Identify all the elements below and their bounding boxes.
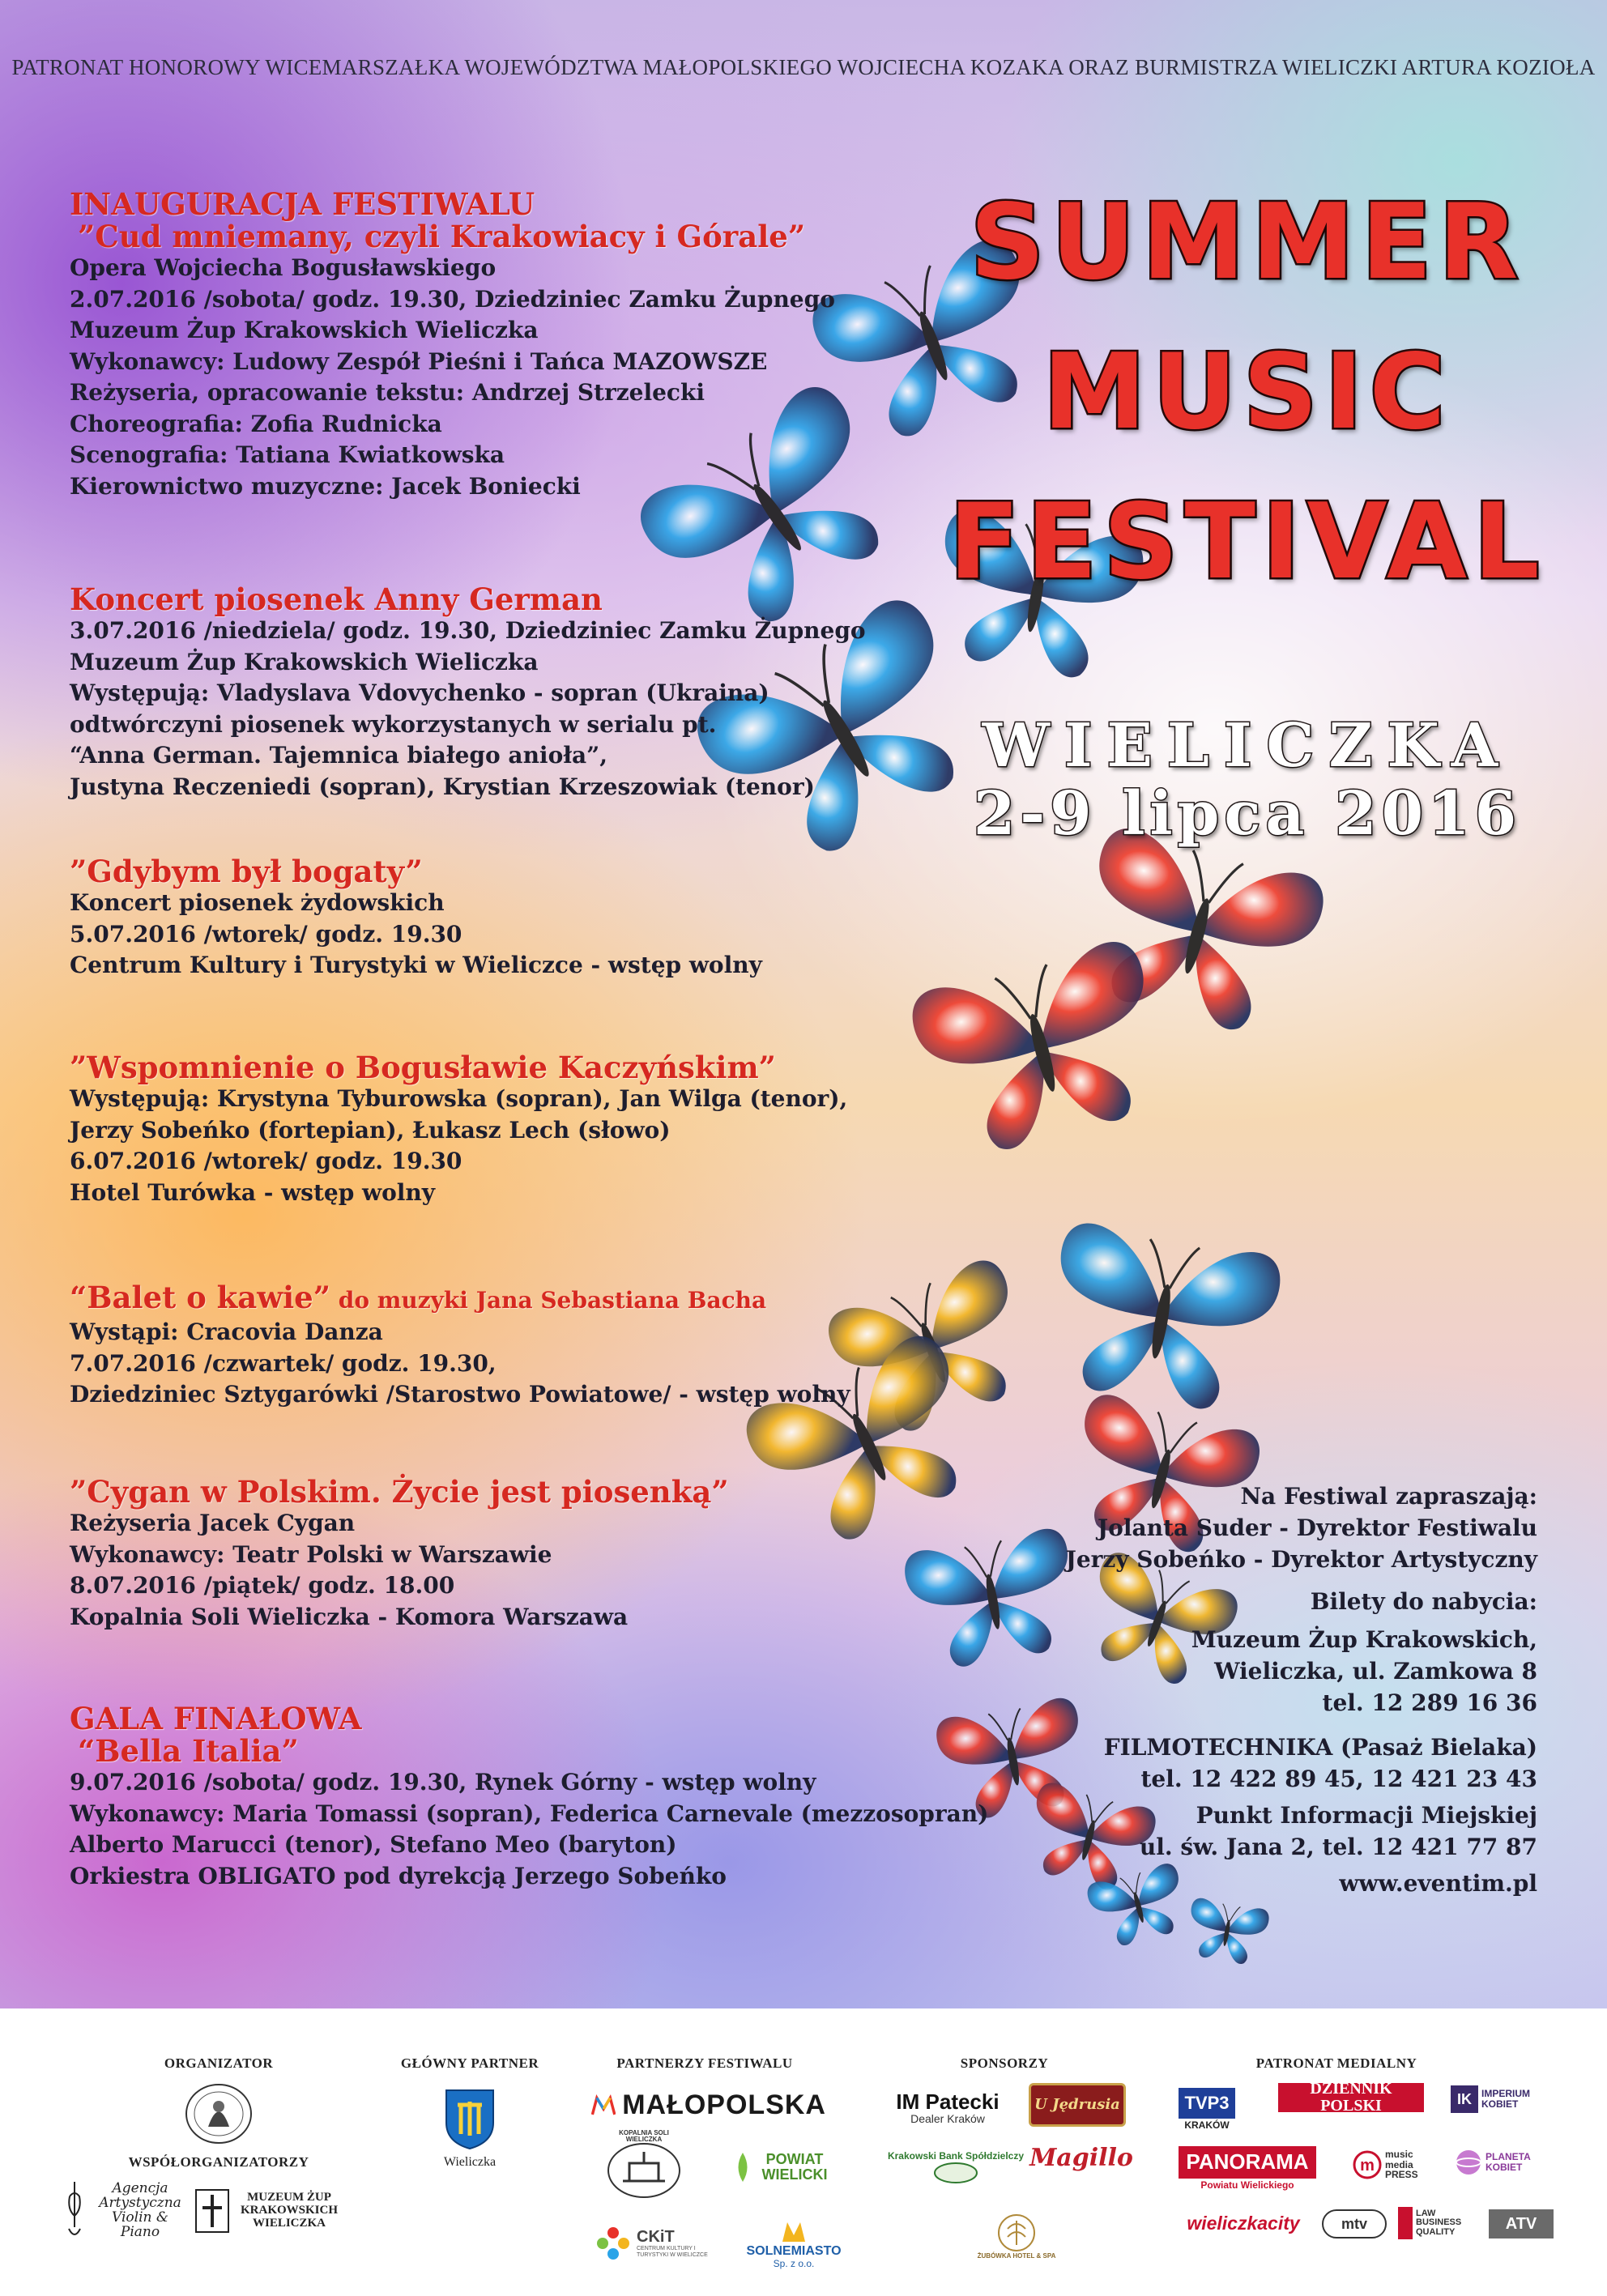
ckit-sub-text: CENTRUM KULTURY I TURYSTYKI W WIELICZCE (637, 2246, 708, 2258)
wieliczka-text: Wieliczka (443, 2155, 497, 2169)
event-line: Hotel Turówka - wstęp wolny (70, 1178, 436, 1206)
website-link[interactable]: www.eventim.pl (1339, 1870, 1537, 1897)
event-gala (70, 1702, 1042, 1892)
imperium-kobiet-logo (1446, 2083, 1551, 2115)
tickets-block (970, 1586, 1537, 1719)
info-line: ul. św. Jana 2, tel. 12 421 77 87 (1139, 1834, 1537, 1860)
patecki-group (896, 2091, 999, 2125)
law-text: LAW BUSINESS QUALITY (1416, 2208, 1462, 2237)
event-title (70, 1281, 1042, 1317)
malopolska-logo (591, 2081, 826, 2130)
dziennik-polski-logo (1278, 2080, 1424, 2115)
heading-patronat-medialny: PATRONAT MEDIALNY (1255, 2055, 1417, 2071)
event-line: Wykonawcy: Maria Tomassi (sopran), Federica Carnevale (mezzosopran) (70, 1800, 989, 1827)
tvp3-sub-text: KRAKÓW (1184, 2119, 1230, 2131)
punkt-informacji-block (970, 1800, 1537, 1863)
event-subtitle: ”Cud mniemany, czyli Krakowiacy i Górale” (78, 219, 806, 254)
event-line: 5.07.2016 /wtorek/ godz. 19.30 (70, 920, 462, 948)
muzeum-zup-logo (186, 2179, 348, 2243)
solne-text: SOLNEMIASTO (746, 2244, 842, 2259)
panorama-logo (1179, 2146, 1316, 2179)
solne-miasto-logo (745, 2207, 842, 2280)
heading-organizator: ORGANIZATOR (164, 2055, 274, 2071)
solne-sub-text: Sp. z o.o. (773, 2258, 815, 2270)
law-business-quality-logo (1395, 2203, 1484, 2243)
event-line: 2.07.2016 /sobota/ godz. 19.30, Dziedziniec Zamku Żupnego (70, 285, 835, 313)
magillo-text: Magillo (1029, 2144, 1133, 2173)
info-line: Na Festiwal zapraszają: (1240, 1483, 1537, 1510)
event-kaczynski (70, 1051, 1042, 1208)
info-line: Jolanta Suder - Dyrektor Festiwalu (1097, 1514, 1537, 1541)
planeta-kobiet-logo (1450, 2142, 1555, 2183)
mtv-logo (1322, 2209, 1387, 2238)
magillo-logo (1029, 2138, 1134, 2179)
patecki-text: IM Patecki (896, 2089, 1000, 2114)
title-festival: FESTIVAL (948, 482, 1546, 603)
sponsors-strip (0, 2008, 1607, 2296)
solne-group (746, 2217, 841, 2268)
svg-text:m: m (1360, 2157, 1375, 2175)
panorama-sub-text: Powiatu Wielickiego (1200, 2179, 1294, 2191)
event-line: Reżyseria Jacek Cygan (70, 1510, 356, 1536)
heading-partnerzy: PARTNERZY FESTIWALU (616, 2055, 793, 2071)
muzeum-text: MUZEUM ŻUP KRAKOWSKICH WIELICZKA (240, 2191, 338, 2230)
wieliczkacity-text: wieliczkacity (1187, 2212, 1300, 2234)
law-icon (1398, 2207, 1413, 2239)
festival-dates: 2-9 lipca 2016 (973, 779, 1522, 849)
event-line: Orkiestra OBLIGATO pod dyrekcją Jerzego Sobeńko (70, 1862, 727, 1889)
event-anna-german (70, 583, 1042, 803)
event-line: Centrum Kultury i Turystyki w Wieliczce - wstęp wolny (70, 952, 762, 978)
zubowka-group (978, 2213, 1056, 2260)
agencja-violin-piano-logo (57, 2175, 194, 2247)
zubowka-hotel-logo (964, 2200, 1069, 2273)
tvp3-text: TVP3 (1184, 2093, 1230, 2114)
title-summer: SUMMER (970, 182, 1525, 303)
city-name: WIELICZKA (982, 711, 1513, 781)
event-line: odtwórczyni piosenek wykorzystanych w serialu pt. (70, 710, 717, 738)
event-line: 9.07.2016 /sobota/ godz. 19.30, Rynek Górny - wstęp wolny (70, 1769, 816, 1795)
ckit-logo (591, 2211, 721, 2276)
event-balet (70, 1281, 1042, 1411)
event-title-sub: do muzyki Jana Sebastiana Bacha (330, 1287, 767, 1314)
event-title: Koncert piosenek Anny German (70, 581, 603, 617)
kopalnia-text: KOPALNIA SOLI WIELICZKA (619, 2129, 669, 2144)
event-title: ”Cygan w Polskim. Życie jest piosenką” (70, 1474, 729, 1510)
dziennik-text: DZIENNIK POLSKI (1310, 2080, 1392, 2115)
organizer-seal-logo (178, 2081, 259, 2146)
info-line: Punkt Informacji Miejskiej (1196, 1802, 1537, 1829)
event-line: Kierownictwo muzyczne: Jacek Boniecki (70, 472, 581, 500)
heading-wspolorganizatorzy: WSPÓŁORGANIZATORZY (128, 2154, 309, 2170)
event-subtitle: “Bella Italia” (78, 1733, 299, 1769)
event-title: ”Gdybym był bogaty” (70, 854, 423, 889)
website-block (970, 1868, 1537, 1899)
event-line: 7.07.2016 /czwartek/ godz. 19.30, (70, 1349, 497, 1377)
planeta-text: PLANETA KOBIET (1486, 2151, 1531, 2173)
atv-text: ATV (1505, 2214, 1537, 2233)
event-line: Opera Wojciecha Bogusławskiego (70, 254, 497, 281)
jedrusia-text: U Jędrusia (1034, 2095, 1120, 2113)
event-line: Choreografia: Zofia Rudnicka (70, 410, 442, 437)
music-media-press-logo (1345, 2142, 1450, 2187)
event-inauguration (70, 188, 1042, 502)
panorama-text: PANORAMA (1186, 2149, 1309, 2175)
imperium-text: IMPERIUM KOBIET (1481, 2088, 1530, 2110)
bank-spoldzielczy-logo (883, 2140, 1029, 2196)
mtv-text: mtv (1341, 2215, 1367, 2232)
info-line: Bilety do nabycia: (1310, 1588, 1537, 1615)
event-line: Alberto Marucci (tenor), Stefano Meo (baryton) (70, 1831, 677, 1858)
event-line: Reżyseria, opracowanie tekstu: Andrzej Strzelecki (70, 379, 705, 406)
event-line: Muzeum Żup Krakowskich Wieliczka (70, 317, 539, 343)
event-line: Koncert piosenek żydowskich (70, 889, 445, 916)
heading-sponsorzy: SPONSORZY (960, 2055, 1049, 2071)
event-line: “Anna German. Tajemnica białego anioła”, (70, 742, 608, 769)
ckit-text: CKiT (637, 2228, 675, 2247)
u-jedrusia-logo (1029, 2083, 1126, 2127)
heading-glowny-partner: GŁÓWNY PARTNER (400, 2055, 539, 2071)
bank-text: Krakowski Bank Spółdzielczy (887, 2149, 1025, 2162)
info-line: Wieliczka, ul. Zamkowa 8 (1214, 1658, 1537, 1685)
invitation-block (970, 1480, 1537, 1575)
event-line: 3.07.2016 /niedziela/ godz. 19.30, Dziedziniec Zamku Żupnego (70, 617, 866, 644)
event-line: Wykonawcy: Teatr Polski w Warszawie (70, 1540, 552, 1568)
event-title: INAUGURACJA FESTIWALU (70, 186, 535, 222)
event-line: Kopalnia Soli Wieliczka - Komora Warszawa (70, 1603, 629, 1630)
event-title: GALA FINAŁOWA (70, 1701, 362, 1736)
powiat-wielicki-logo (729, 2143, 834, 2192)
ckit-text-group (637, 2229, 718, 2258)
event-line: Wykonawcy: Ludowy Zespół Pieśni i Tańca MAZOWSZE (70, 347, 768, 375)
event-line: 8.07.2016 /piątek/ godz. 18.00 (70, 1572, 455, 1599)
kopalnia-soli-logo (599, 2138, 688, 2203)
patronat-honorowy: PATRONAT HONOROWY WICEMARSZAŁKA WOJEWÓDZTWA MAŁOPOLSKIEGO WOJCIECHA KOZAKA ORAZ BURMISTRZA WIELICZKI ARTURA KOZIOŁA (11, 55, 1596, 79)
event-line: Justyna Reczeniedi (sopran), Krystian Krzeszowiak (tenor) (70, 773, 815, 800)
event-title-main: “Balet o kawie” (70, 1280, 330, 1315)
wieliczkacity-logo (1170, 2207, 1316, 2239)
ik-icon: IK (1451, 2085, 1478, 2113)
malopolska-text: MAŁOPOLSKA (622, 2089, 826, 2121)
wieliczka-crest-icon (429, 2086, 510, 2151)
patecki-sub-text: Dealer Kraków (910, 2112, 985, 2126)
event-gdybym (70, 855, 1042, 982)
powiat-text: POWIAT WIELICKI (761, 2151, 828, 2183)
event-line: Wystąpi: Cracovia Danza (70, 1318, 383, 1345)
agencja-text: Agencja Artystyczna Violin & Piano (99, 2180, 181, 2240)
atv-logo (1489, 2209, 1554, 2238)
event-line: 6.07.2016 /wtorek/ godz. 19.30 (70, 1148, 462, 1174)
tvp3-logo (1179, 2088, 1235, 2119)
event-cygan (70, 1476, 1042, 1633)
info-line: Muzeum Żup Krakowskich, (1191, 1626, 1537, 1653)
bank-group (888, 2151, 1024, 2186)
info-line: tel. 12 289 16 36 (1322, 1689, 1537, 1716)
event-line: Występują: Krystyna Tyburowska (sopran), Jan Wilga (tenor), (70, 1085, 848, 1112)
event-line: Dziedziniec Sztygarówki /Starostwo Powiatowe/ - wstęp wolny (70, 1381, 850, 1408)
im-patecki-logo (883, 2080, 1012, 2136)
mmedia-text: music media PRESS (1385, 2149, 1418, 2181)
event-title: ”Wspomnienie o Bogusławie Kaczyńskim” (70, 1050, 776, 1085)
filmotechnika-block (970, 1732, 1537, 1795)
title-music: MUSIC (1042, 332, 1452, 453)
event-line: Scenografia: Tatiana Kwiatkowska (70, 441, 505, 468)
zubowka-text: ŻUBÓWKA HOTEL & SPA (977, 2251, 1056, 2260)
event-line: Występują: Vladyslava Vdovychenko - sopran (Ukraina) (70, 679, 769, 706)
info-line: FILMOTECHNIKA (Pasaż Bielaka) (1103, 1734, 1537, 1761)
butterfly-icon (1177, 1888, 1277, 1974)
info-line: Jerzy Sobeńko - Dyrektor Artystyczny (1065, 1546, 1537, 1573)
event-line: Muzeum Żup Krakowskich Wieliczka (70, 648, 539, 675)
event-line: Jerzy Sobeńko (fortepian), Łukasz Lech (słowo) (70, 1116, 671, 1144)
info-line: tel. 12 422 89 45, 12 421 23 43 (1140, 1766, 1537, 1792)
